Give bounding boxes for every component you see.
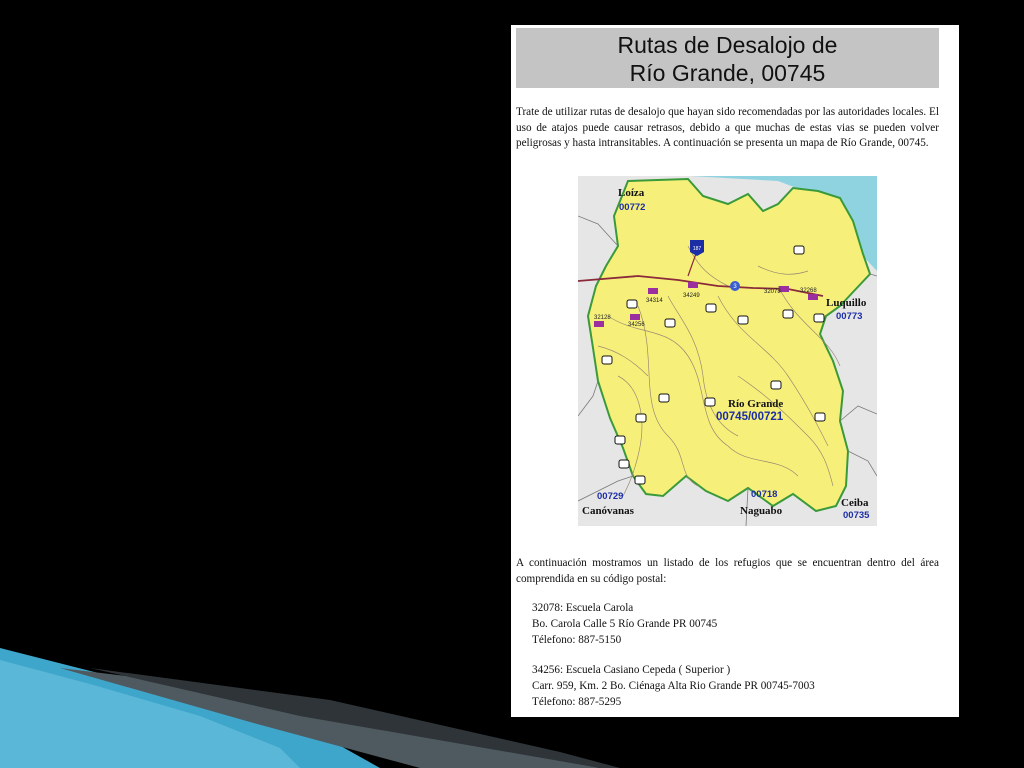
luquillo-name: Luquillo xyxy=(826,297,867,309)
rio-grande-map xyxy=(578,176,877,526)
route-3-label: 3 xyxy=(733,284,737,290)
shelter-entry xyxy=(532,600,717,648)
canovanas-zip: 00729 xyxy=(597,491,624,502)
shelter-entry xyxy=(532,662,815,710)
rio-grande-name: Río Grande xyxy=(728,398,784,410)
shelter-address: Bo. Carola Calle 5 Río Grande PR 00745 xyxy=(532,618,718,630)
code-34256: 34256 xyxy=(628,322,645,328)
intro-paragraph: Trate de utilizar rutas de desalojo que hayan sido recomendadas por las autoridades locales. El uso de atajos puede causar retrasos, debido a que muchas de estas vias se pueden volver peligrosas y hasta intransitables. A continuación se presenta un mapa de Río Grande, 00745. xyxy=(516,106,939,149)
naguabo-name: Naguabo xyxy=(740,505,783,517)
luquillo-zip: 00773 xyxy=(836,311,863,322)
canovanas-name: Canóvanas xyxy=(582,505,634,517)
loiza-name: Loíza xyxy=(618,187,645,199)
shelter-name: 32078: Escuela Carola xyxy=(532,602,634,614)
code-32078: 32078 xyxy=(764,289,781,295)
code-32128: 32128 xyxy=(594,315,611,321)
code-34249: 34249 xyxy=(683,293,700,299)
loiza-zip: 00772 xyxy=(619,202,646,213)
ceiba-zip: 00735 xyxy=(843,510,870,521)
ceiba-name: Ceiba xyxy=(841,497,869,509)
code-34314: 34314 xyxy=(646,298,663,304)
document-page xyxy=(511,25,959,717)
title-line-2: Río Grande, 00745 xyxy=(629,60,826,86)
document-title xyxy=(516,28,939,88)
naguabo-zip: 00718 xyxy=(751,489,778,500)
route-187-label: 187 xyxy=(692,246,702,252)
shelter-phone: Télefono: 887-5150 xyxy=(532,634,622,646)
code-32268: 32268 xyxy=(800,288,817,294)
shelter-address: Carr. 959, Km. 2 Bo. Ciénaga Alta Rio Grande PR 00745-7003 xyxy=(532,680,815,692)
shelter-name: 34256: Escuela Casiano Cepeda ( Superior ) xyxy=(532,664,731,676)
shelter-list-intro: A continuación mostramos un listado de los refugios que se encuentran dentro del área comprendida en su código postal: xyxy=(516,557,939,585)
rio-grande-zip: 00745/00721 xyxy=(716,411,784,423)
shelter-phone: Télefono: 887-5295 xyxy=(532,696,622,708)
title-line-1: Rutas de Desalojo de xyxy=(617,32,838,58)
